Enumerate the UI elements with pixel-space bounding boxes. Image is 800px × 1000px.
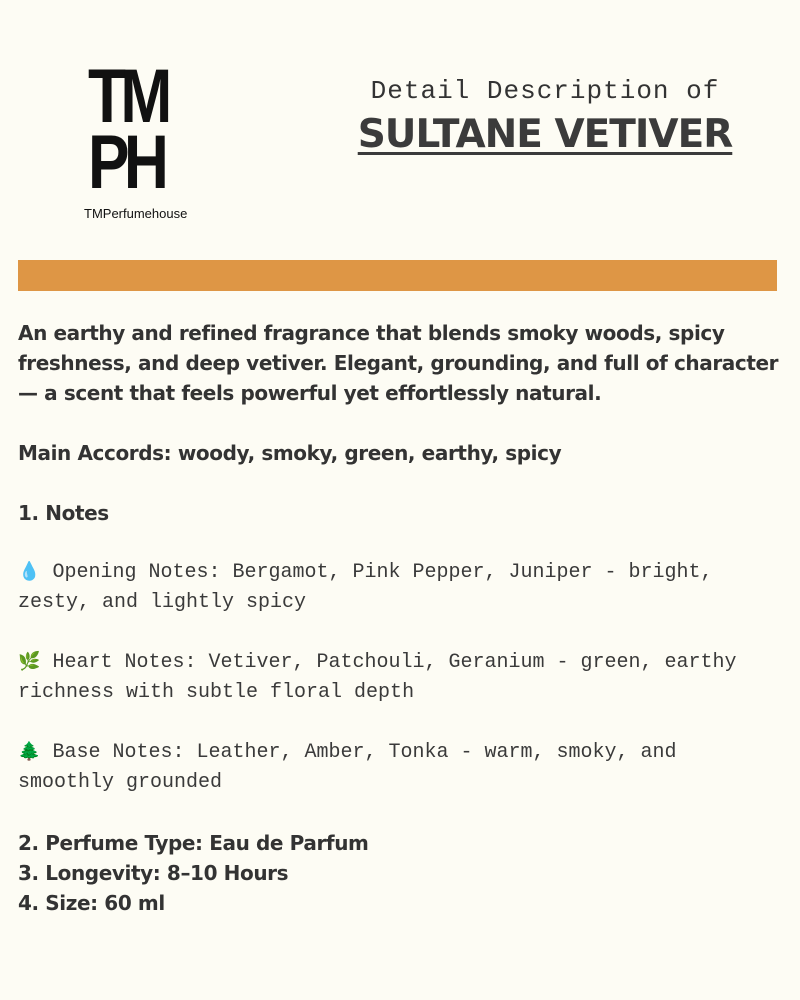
note-heart xyxy=(18,648,780,708)
description-body xyxy=(18,318,780,918)
logo-mark-line2: PH xyxy=(88,120,164,205)
water-drop-icon: 💧 xyxy=(18,563,41,583)
perfume-type: 2. Perfume Type: Eau de Parfum xyxy=(18,831,369,855)
page-subtitle: Detail Description of xyxy=(370,76,720,106)
evergreen-tree-icon: 🌲 xyxy=(18,743,41,763)
logo-mark-line1: TM xyxy=(88,54,167,139)
accent-divider-bar xyxy=(18,260,777,291)
note-heart-text: Heart Notes: Vetiver, Patchouli, Geranium - green, earthy richness with subtle floral depth xyxy=(18,651,737,704)
longevity: 3. Longevity: 8–10 Hours xyxy=(18,861,289,885)
note-opening-text: Opening Notes: Bergamot, Pink Pepper, Juniper - bright, zesty, and lightly spicy xyxy=(18,561,713,614)
logo-brand-name: TMPerfumehouse xyxy=(84,206,188,221)
page-title: SULTANE VETIVER xyxy=(357,112,733,157)
note-opening xyxy=(18,558,780,618)
title-block xyxy=(340,76,750,157)
notes-heading: 1. Notes xyxy=(18,501,109,525)
herb-icon: 🌿 xyxy=(18,653,41,673)
size: 4. Size: 60 ml xyxy=(18,891,165,915)
main-accords: Main Accords: woody, smoky, green, earthy, spicy xyxy=(18,441,562,465)
fragrance-description: An earthy and refined fragrance that blends smoky woods, spicy freshness, and deep vetiver. Elegant, grounding, and full of character — a scent that feels powerful yet effortlessly natural. xyxy=(18,321,779,405)
logo-mark xyxy=(88,54,188,205)
note-base-text: Base Notes: Leather, Amber, Tonka - warm, smoky, and smoothly grounded xyxy=(18,741,677,794)
brand-logo xyxy=(80,54,210,221)
note-base xyxy=(18,738,780,798)
